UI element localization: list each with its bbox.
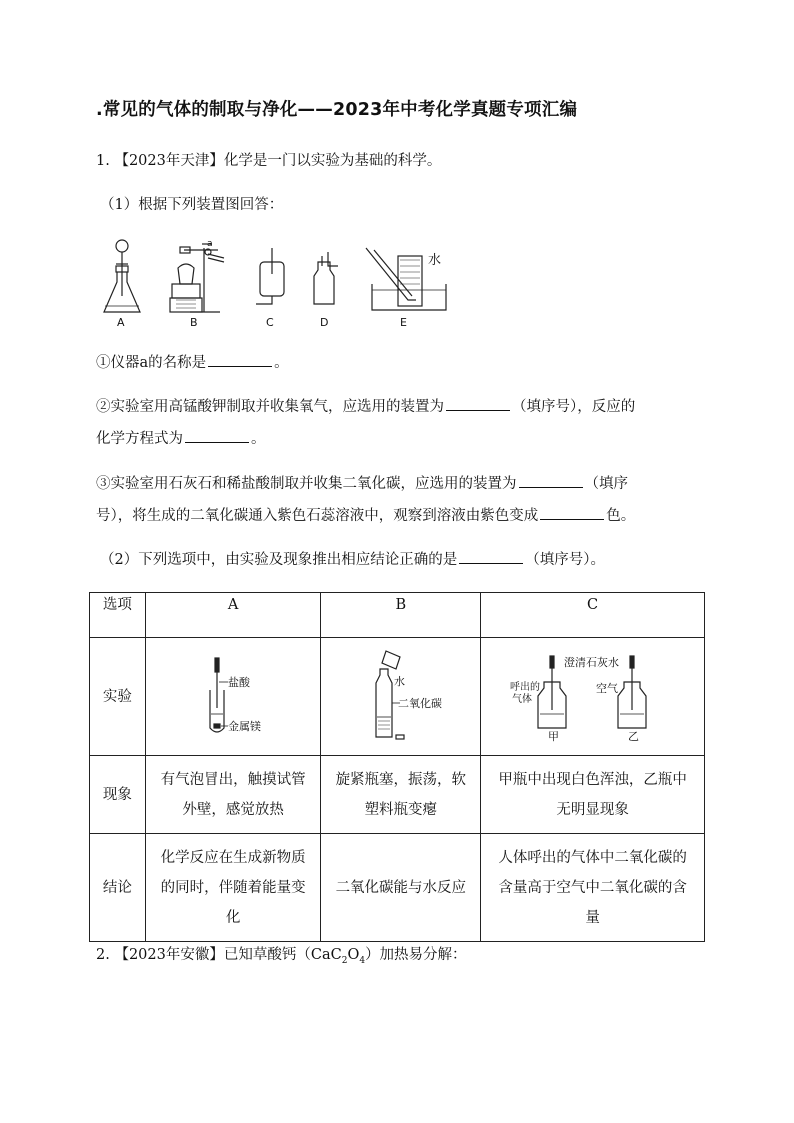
gas-bottles-figure [508,652,678,742]
conclusion-a: 化学反应在生成新物质 的同时，伴随着能量变 化 [145,834,321,942]
header-option: 选项 [90,593,146,638]
chem-formula: $CaC_2O_4$ [310,947,366,966]
sub-question-2: ②实验室用高锰酸钾制取并收集氧气，应选用的装置为 （填序号），反应的 [96,396,635,418]
svg-text:水: 水 [393,674,405,688]
question-1-stem [96,150,441,172]
sub-question-3-line2: 号），将生成的二氧化碳通入紫色石蕊溶液中，观察到溶液由紫色变成 色。 [96,505,635,527]
answer-blank[interactable] [540,505,604,520]
svg-text:甲: 甲 [547,729,559,742]
row-label-conclusion: 结论 [90,834,146,942]
header-c: C [481,593,705,638]
sub-question-1: ①仪器a的名称是 。 [96,352,289,374]
part-2-prompt: （2）下列选项中，由实验及现象推出相应结论正确的是 （填序号）。 [100,549,605,571]
phenomenon-c: 甲瓶中出现白色浑浊，乙瓶中 无明显现象 [481,756,705,834]
phenomenon-b: 旋紧瓶塞，振荡，软 塑料瓶变瘪 [321,756,481,834]
experiment-a [145,638,321,756]
table-row-phenomenon [90,756,705,834]
row-label-phenomenon: 现象 [90,756,146,834]
page-title: .常见的气体的制取与净化——2023年中考化学真题专项汇编 [96,100,578,120]
answer-blank[interactable] [446,396,510,411]
experiment-table [89,592,705,942]
apparatus-d [314,252,338,304]
header-a: A [145,593,321,638]
apparatus-c [256,248,284,304]
label-a: a [207,239,213,249]
svg-text:澄清石灰水: 澄清石灰水 [563,655,619,669]
experiment-b [321,638,481,756]
svg-text:金属镁: 金属镁 [228,719,262,733]
question-number: 2. [96,947,110,963]
conclusion-b: 二氧化碳能与水反应 [321,834,481,942]
svg-text:乙: 乙 [627,729,639,742]
question-source: 【2023年安徽】 [114,947,224,963]
question-2-stem: 2. 【2023年安徽】已知草酸钙$(CaC_2O_4)$加热易分解： [96,947,467,966]
header-b: B [321,593,481,638]
question-number: 1. [96,153,110,169]
svg-text:空气: 空气 [595,681,618,695]
label-A: A [117,316,125,329]
sub-question-3: ③实验室用石灰石和稀盐酸制取并收集二氧化碳，应选用的装置为 （填序 [96,473,628,495]
answer-blank[interactable] [459,549,523,564]
test-tube-figure [188,652,278,742]
svg-text:二氧化碳: 二氧化碳 [397,696,442,710]
question-text: 化学是一门以实验为基础的科学。 [223,153,442,169]
table-header-row [90,593,705,638]
apparatus-b [170,244,224,312]
apparatus-figure [96,234,456,334]
apparatus-a [104,240,140,312]
answer-blank[interactable] [185,428,249,443]
conclusion-c: 人体呼出的气体中二氧化碳的 含量高于空气中二氧化碳的含 量 [481,834,705,942]
experiment-c [481,638,705,756]
label-D: D [320,316,329,329]
answer-blank[interactable] [208,352,272,367]
table-row-conclusion [90,834,705,942]
svg-text:呼出的: 呼出的 [509,681,540,693]
sub-question-2-line2: 化学方程式为 。 [96,428,266,450]
plastic-bottle-figure [356,647,446,747]
table-row-experiment [90,638,705,756]
svg-text:盐酸: 盐酸 [228,675,251,689]
part-1-prompt: （1）根据下列装置图回答： [100,197,284,213]
question-source: 【2023年天津】 [114,153,224,169]
label-E: E [400,316,407,329]
row-label-experiment: 实验 [90,638,146,756]
label-C: C [266,316,274,329]
label-water: 水 [428,253,442,268]
svg-text:气体: 气体 [511,693,532,705]
label-B: B [190,316,198,329]
answer-blank[interactable] [519,473,583,488]
phenomenon-a: 有气泡冒出，触摸试管 外壁，感觉放热 [145,756,321,834]
